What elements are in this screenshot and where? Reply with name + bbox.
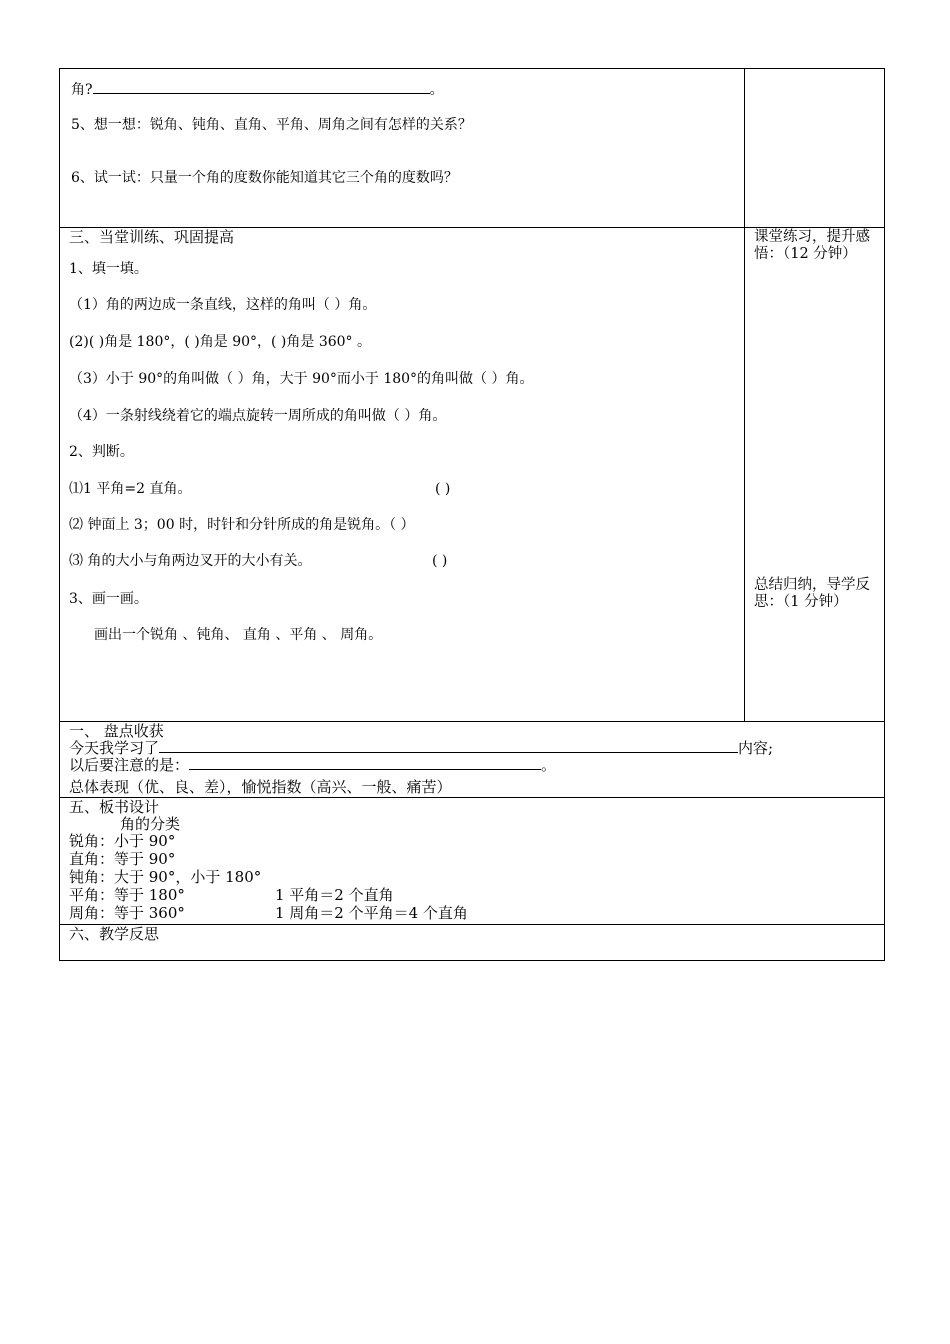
note-line: 以后要注意的是： 。 [69, 756, 557, 774]
draw-title: 3、画一画。 [69, 591, 148, 607]
learned-line: 今天我学习了 内容; [69, 739, 774, 757]
fill-item-1: （1）角的两边成一条直线，这样的角叫（ ）角。 [69, 297, 377, 313]
practice-cell [60, 228, 745, 722]
board-straight-note: 1 平角＝2 个直角 [275, 886, 394, 904]
questions-cell [60, 69, 745, 228]
lesson-plan-table [59, 68, 885, 961]
judge-item-3-paren: ( ) [432, 553, 448, 569]
draw-instruction: 画出一个锐角 、钝角、 直角 、平角 、 周角。 [94, 627, 383, 643]
reflection-cell [60, 925, 885, 961]
harvest-row [60, 722, 885, 798]
performance-line: 总体表现（优、良、差），愉悦指数（高兴、一般、痛苦） [69, 778, 452, 796]
judge-item-2: ⑵ 钟面上 3；00 时，时针和分针所成的角是锐角。（ ） [69, 517, 415, 533]
fill-item-4: （4）一条射线绕着它的端点旋转一周所成的角叫做（ ）角。 [69, 408, 447, 424]
practice-row [60, 228, 885, 722]
board-right: 直角：等于 90° [69, 850, 176, 868]
practice-side-cell [745, 228, 885, 722]
question-5: 5、想一想：锐角、钝角、直角、平角、周角之间有怎样的关系？ [71, 117, 472, 133]
fill-item-3: （3）小于 90°的角叫做（ ）角，大于 90°而小于 180°的角叫做（ ）角。 [69, 371, 534, 387]
side-note-empty [745, 69, 885, 228]
section-4-title: 一、 盘点收获 [69, 722, 164, 740]
harvest-cell [60, 722, 885, 798]
note-blank [189, 757, 541, 770]
board-straight: 平角：等于 180° [69, 886, 185, 904]
side-note-summary: 总结归纳，导学反思：（1 分钟） [754, 577, 870, 610]
judge-item-3: ⑶ 角的大小与角两边叉开的大小有关。 [69, 553, 312, 569]
answer-blank [93, 81, 430, 94]
side-note-practice: 课堂练习，提升感悟：（12 分钟） [754, 229, 870, 262]
judge-item-1: ⑴1 平角=2 直角。 [69, 481, 192, 497]
board-design-cell [60, 798, 885, 925]
learned-blank [159, 740, 738, 753]
fill-title: 1、填一填。 [69, 261, 148, 277]
board-design-row [60, 798, 885, 925]
judge-title: 2、判断。 [69, 444, 134, 460]
question-6: 6、试一试：只量一个角的度数你能知道其它三个角的度数吗？ [71, 170, 458, 186]
board-full-note: 1 周角＝2 个平角＝4 个直角 [275, 904, 468, 922]
board-subtitle: 角的分类 [120, 815, 181, 833]
fill-item-2: (2)( )角是 180°，( )角是 90°，( )角是 360° 。 [69, 334, 372, 350]
questions-row [60, 69, 885, 228]
section-6-title: 六、教学反思 [69, 925, 160, 943]
judge-item-1-paren: ( ) [435, 481, 451, 497]
section-3-title: 三、当堂训练、巩固提高 [69, 228, 235, 246]
question-4-tail: 角? 。 [71, 82, 444, 98]
board-obtuse: 钝角：大于 90°，小于 180° [69, 868, 262, 886]
reflection-row [60, 925, 885, 961]
section-5-title: 五、板书设计 [69, 798, 160, 816]
board-acute: 锐角：小于 90° [69, 832, 176, 850]
board-full: 周角：等于 360° [69, 904, 185, 922]
